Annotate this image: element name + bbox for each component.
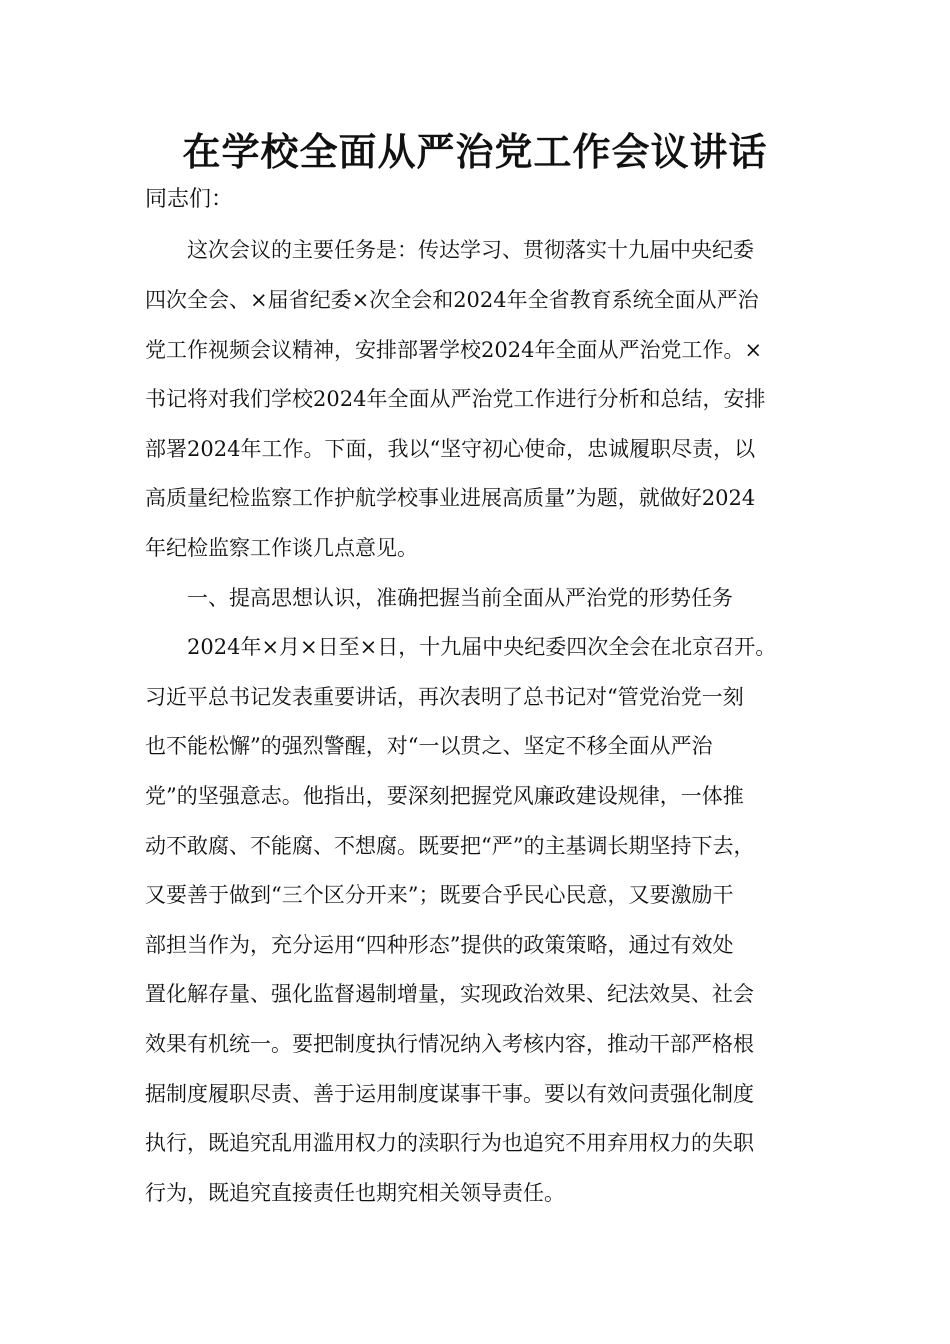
- body-line: 置化解存量、强化监督遏制增量，实现政治效果、纪法效昊、社会: [145, 982, 754, 1006]
- body-line: 这次会议的主要任务是：传达学习、贯彻落实十九届中央纪委: [145, 238, 754, 262]
- body-line: 行为，既追究直接责任也期究相关领导责任。: [145, 1181, 565, 1205]
- body-line: 四次全会、×届省纪委×次全会和2024年全省教育系统全面从严治: [145, 288, 759, 312]
- body-line: 年纪检监察工作谈几点意见。: [145, 536, 418, 560]
- body-line: 书记将对我们学校2024年全面从严治党工作进行分析和总结，安排: [145, 387, 766, 411]
- body-line: 习近平总书记发表重要讲话，再次表明了总书记对“管党治党一刻: [145, 685, 744, 709]
- body-line: 2024年×月×日至×日，十九届中央纪委四次全会在北京召开。: [145, 635, 777, 659]
- body-line: 部署2024年工作。下面，我以“坚守初心使命，忠诚履职尽责，以: [145, 437, 756, 461]
- body-line: 又要善于做到“三个区分开来”；既要合乎民心民意，又要激励干: [145, 883, 734, 907]
- body-line: 效果有机统一。要把制度执行情况纳入考核内容，推动干部严格根: [145, 1032, 754, 1056]
- body-line: 也不能松懈”的强烈警醒，对“一以贯之、坚定不移全面从严治: [145, 734, 713, 758]
- body-line: 党工作视频会议精神，安排部署学校2024年全面从严治党工作。×: [145, 338, 763, 362]
- body-line: 党”的坚强意志。他指出，要深刻把握党风廉政建设规律，一体推: [145, 784, 744, 808]
- body-line: 据制度履职尽责、善于运用制度谋事干事。要以有效问责强化制度: [145, 1082, 754, 1106]
- body-line: 高质量纪检监察工作护航学校事业进展高质量”为题，就做好2024: [145, 486, 756, 510]
- document-title: 在学校全面从严治党工作会议讲话: [182, 130, 768, 174]
- salutation: 同志们：: [145, 187, 234, 212]
- body-line: 部担当作为，充分运用“四种形态”提供的政策策略，通过有效处: [145, 933, 734, 957]
- body-line: 动不敢腐、不能腐、不想腐。既要把“严”的主基调长期坚持下去，: [145, 834, 755, 858]
- body-line: 执行，既追究乱用滥用权力的渎职行为也追究不用弃用权力的失职: [145, 1131, 754, 1155]
- section-heading: 一、提高思想认识，准确把握当前全面从严治党的形势任务: [145, 586, 733, 610]
